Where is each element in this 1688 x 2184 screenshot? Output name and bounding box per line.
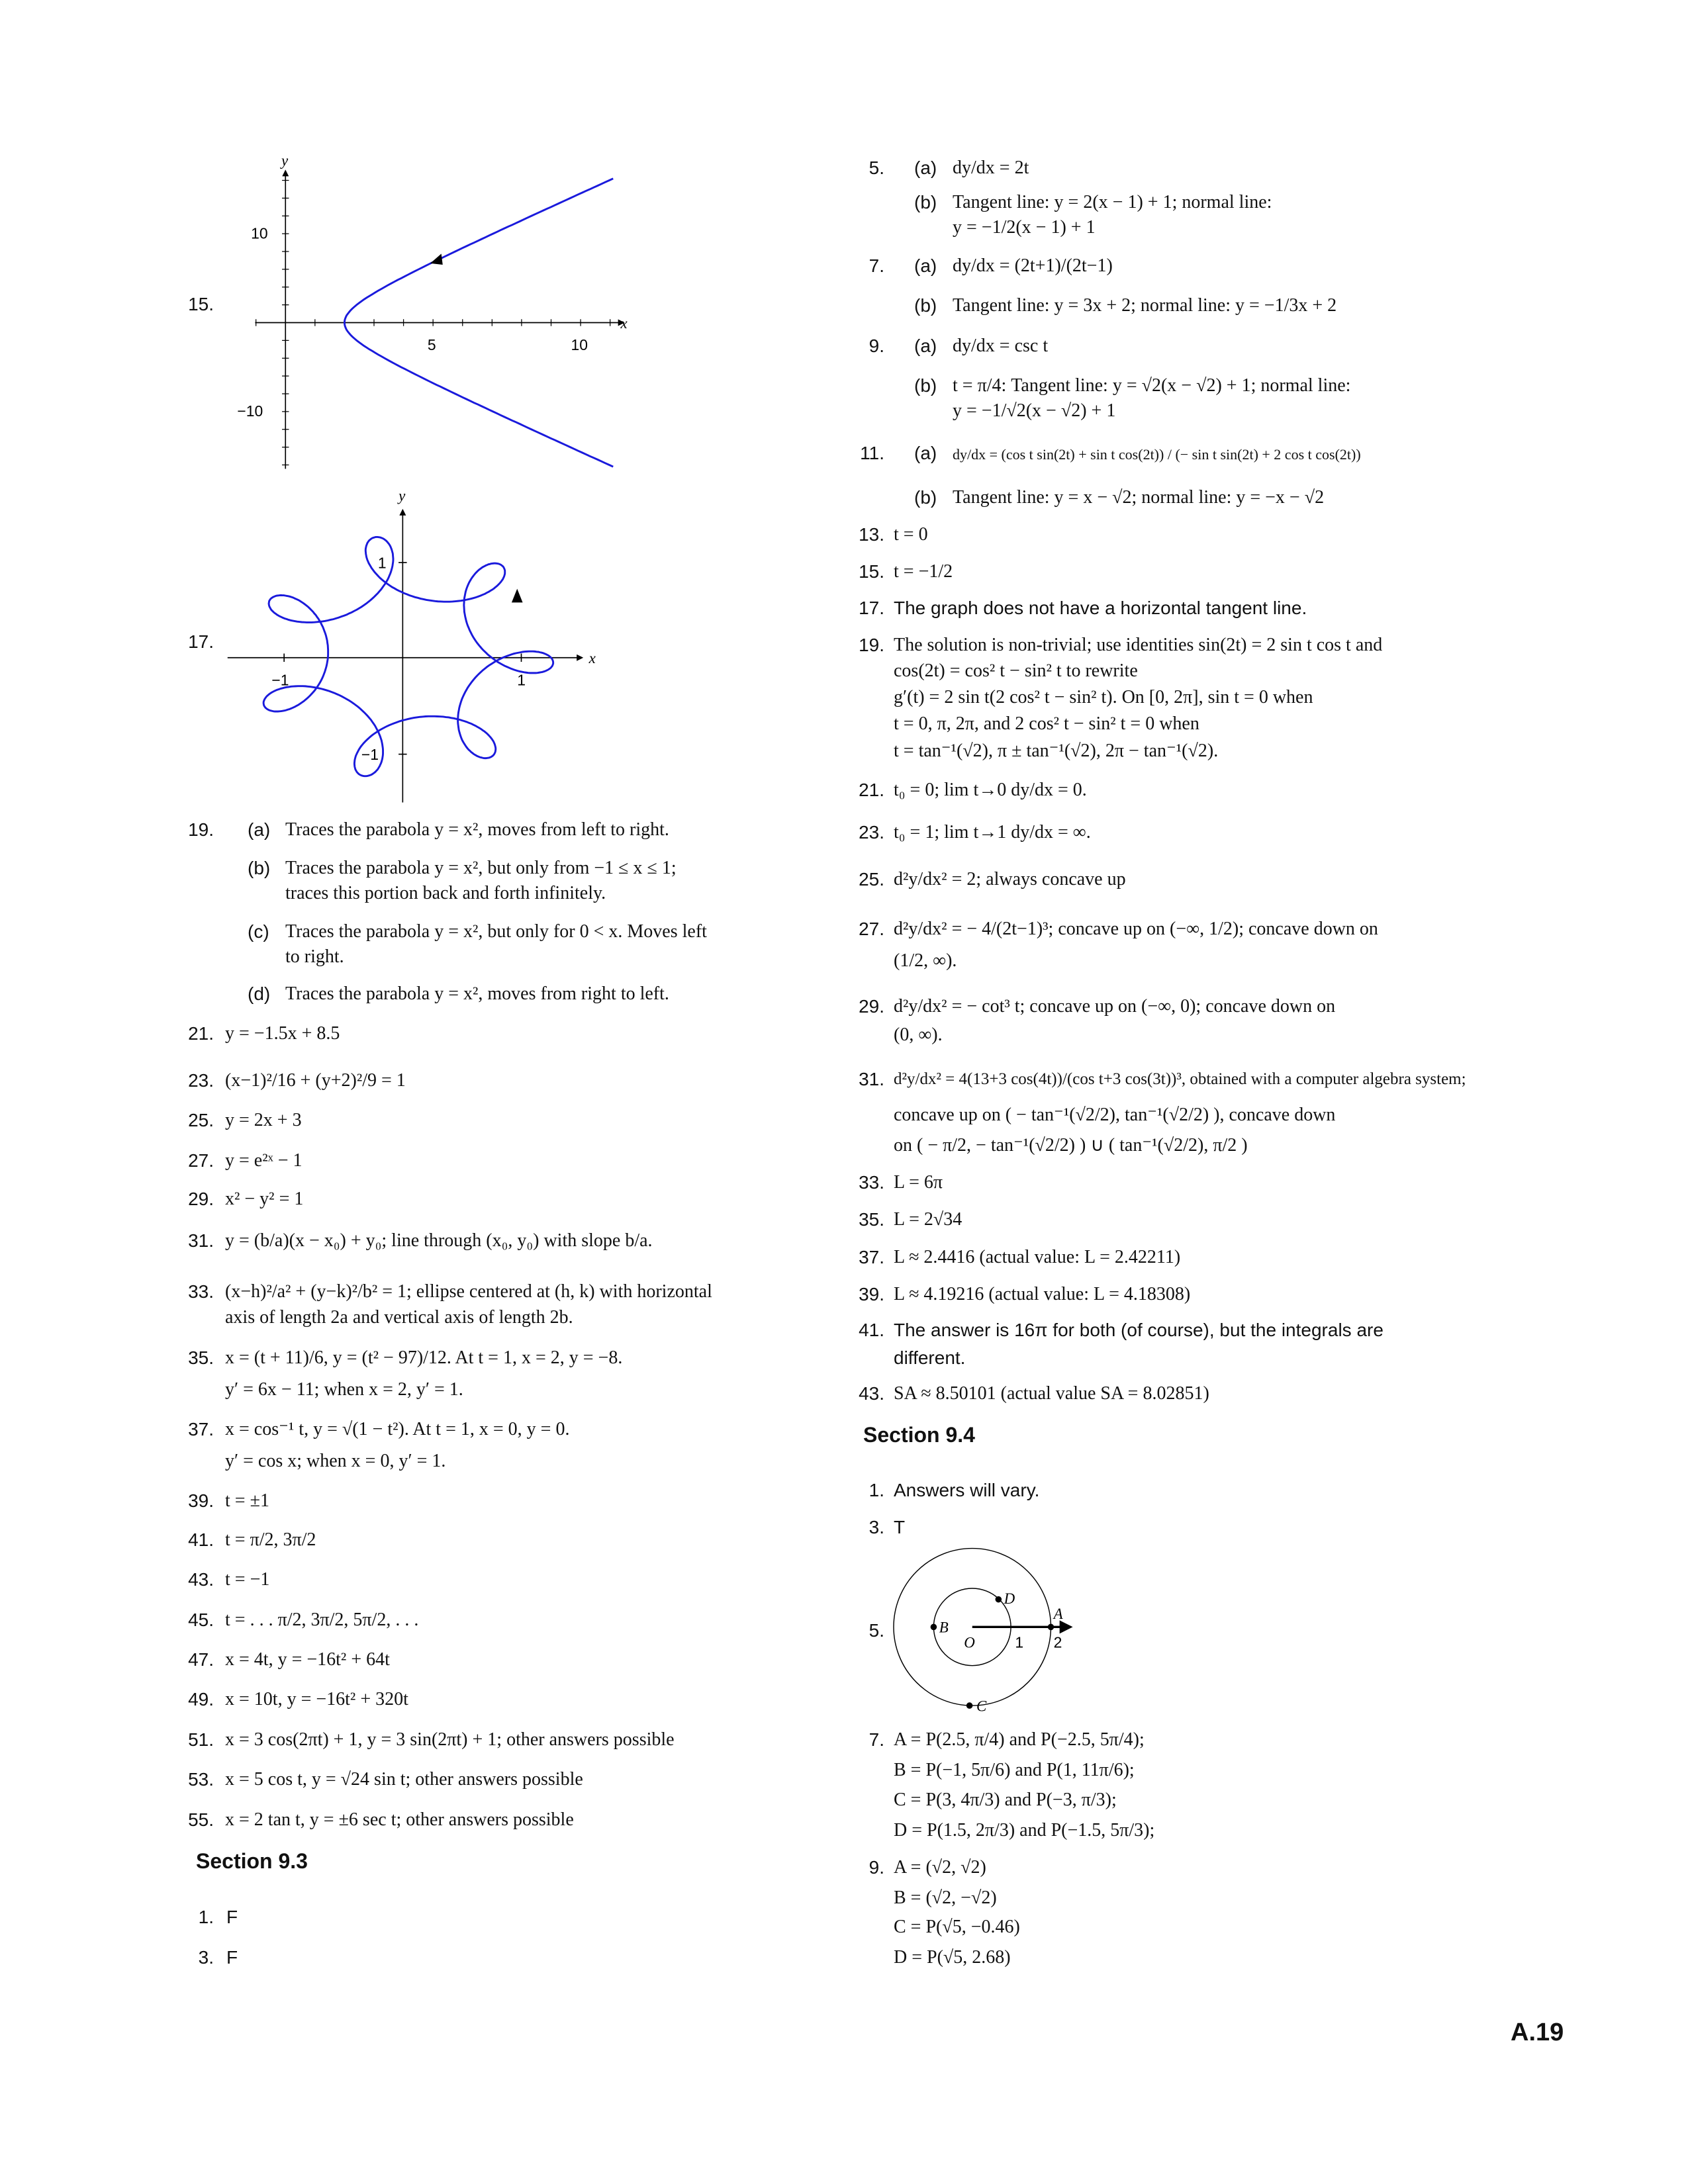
answer-text: concave up on ( − tan⁻¹(√2/2), tan⁻¹(√2/2) ), concave down [894, 1105, 1336, 1125]
answer-text: y′ = cos x; when x = 0, y′ = 1. [225, 1451, 446, 1471]
label-d: D [1004, 1590, 1015, 1607]
problem-number: 31. [188, 1230, 214, 1251]
answer-text: dy/dx = (2t+1)/(2t−1) [953, 255, 1113, 276]
answer-text: C = P(3, 4π/3) and P(−3, π/3); [894, 1790, 1117, 1810]
answer-text: Traces the parabola y = x², but only from −1 ≤ x ≤ 1; [285, 858, 677, 878]
answer-text: t = π/2, 3π/2 [225, 1529, 316, 1550]
x-tick-label: 10 [571, 336, 588, 354]
answer-text: C = P(√5, −0.46) [894, 1917, 1020, 1937]
problem-number: 7. [868, 1729, 884, 1750]
answer-text: on ( − π/2, − tan⁻¹(√2/2) ) ∪ ( tan⁻¹(√2/2), π/2 ) [894, 1135, 1248, 1156]
x-axis-label: x [588, 650, 596, 667]
y-tick-label: 1 [377, 554, 387, 572]
answer-text: SA ≈ 8.50101 (actual value SA = 8.02851) [894, 1383, 1209, 1404]
y-tick-label: −10 [237, 402, 263, 420]
answer-text: F [226, 1907, 238, 1927]
answer-text: L = 2√34 [894, 1209, 962, 1230]
answer-text: B = P(−1, 5π/6) and P(1, 11π/6); [894, 1760, 1135, 1780]
answer-text: traces this portion back and forth infinitely. [285, 883, 606, 903]
answer-text: T [894, 1517, 906, 1537]
problem-number: 33. [859, 1172, 884, 1193]
problem-number: 45. [188, 1610, 214, 1630]
section-heading: Section 9.4 [863, 1423, 975, 1447]
answer-text: d²y/dx² = 4(13+3 cos(4t))/(cos t+3 cos(3t))³, obtained with a computer algebra system; [894, 1070, 1466, 1088]
answer-text: (x−1)²/16 + (y+2)²/9 = 1 [225, 1070, 406, 1091]
problem-number: 13. [859, 524, 884, 545]
problem-number: 25. [859, 869, 884, 889]
problem-number: 35. [859, 1209, 884, 1230]
problem-number: 15. [859, 561, 884, 582]
answer-text: dy/dx = 2t [953, 158, 1029, 178]
answer-text: d²y/dx² = − cot³ t; concave up on (−∞, 0); concave down on [894, 996, 1336, 1017]
part-label: (a) [914, 443, 937, 463]
answer-text: The solution is non-trivial; use identities sin(2t) = 2 sin t cos t and [894, 635, 1383, 655]
problem-number: 5. [868, 158, 884, 178]
answer-text: Traces the parabola y = x², but only for 0 < x. Moves left [285, 921, 707, 942]
graph-17 [228, 487, 596, 802]
problem-number: 29. [188, 1189, 214, 1209]
problem-number: 19. [188, 819, 214, 840]
problem-number: 23. [188, 1070, 214, 1091]
answer-text: y = (b/a)(x − x₀) + y₀; line through (x₀, y₀) with slope b/a. [225, 1230, 653, 1251]
tick-1: 1 [1015, 1633, 1024, 1651]
problem-number: 39. [188, 1490, 214, 1511]
y-axis-label: y [399, 487, 406, 504]
answer-text: x = 3 cos(2πt) + 1, y = 3 sin(2πt) + 1; other answers possible [225, 1729, 675, 1750]
part-label: (a) [248, 819, 271, 840]
problem-number: 11. [860, 443, 884, 463]
problem-number: 51. [188, 1729, 214, 1750]
problem-number: 41. [859, 1320, 884, 1340]
point-c [966, 1702, 973, 1709]
answer-text: L ≈ 4.19216 (actual value: L = 4.18308) [894, 1284, 1191, 1304]
answer-text: t = tan⁻¹(√2), π ± tan⁻¹(√2), 2π − tan⁻¹(√2). [894, 741, 1219, 761]
problem-number: 19. [859, 635, 884, 655]
problem-number: 1. [198, 1907, 214, 1927]
problem-number: 29. [859, 996, 884, 1017]
problem-number: 17. [859, 598, 884, 618]
answer-text: dy/dx = (cos t sin(2t) + sin t cos(2t)) / (− sin t sin(2t) + 2 cos t cos(2t)) [953, 446, 1361, 463]
answer-text: (x−h)²/a² + (y−k)²/b² = 1; ellipse centered at (h, k) with horizontal [225, 1281, 712, 1302]
problem-number: 43. [859, 1383, 884, 1404]
part-label: (a) [914, 255, 937, 276]
answer-text: y = 2x + 3 [225, 1110, 302, 1130]
answer-text: Answers will vary. [894, 1480, 1040, 1500]
y-tick-label: −1 [361, 745, 379, 763]
part-label: (b) [914, 192, 937, 212]
problem-number: 33. [188, 1281, 214, 1302]
answer-text: d²y/dx² = − 4/(2t−1)³; concave up on (−∞, 1/2); concave down on [894, 919, 1378, 939]
answer-text: A = (√2, √2) [894, 1857, 986, 1878]
answer-text: Tangent line: y = 2(x − 1) + 1; normal line: [953, 192, 1272, 212]
answer-text: B = (√2, −√2) [894, 1888, 997, 1908]
problem-number: 37. [859, 1247, 884, 1267]
answer-text: x = 5 cos t, y = √24 sin t; other answers possible [225, 1769, 583, 1790]
answer-text: t = −1 [225, 1569, 270, 1590]
part-label: (b) [914, 295, 937, 316]
problem-number: 25. [188, 1110, 214, 1130]
answer-text: t = 0, π, 2π, and 2 cos² t − sin² t = 0 when [894, 713, 1199, 734]
problem-number: 17. [188, 631, 214, 652]
polar-graph-5 [894, 1549, 1070, 1715]
problem-number: 3. [868, 1517, 884, 1537]
answer-text: t = −1/2 [894, 561, 953, 582]
answer-text: dy/dx = csc t [953, 336, 1049, 356]
part-label: (c) [248, 921, 269, 942]
problem-number: 47. [188, 1649, 214, 1670]
answer-text: Traces the parabola y = x², moves from left to right. [285, 819, 669, 840]
problem-number: 27. [859, 919, 884, 939]
x-axis-label: x [620, 314, 628, 332]
problem-number: 27. [188, 1150, 214, 1171]
answer-text: L ≈ 2.4416 (actual value: L = 2.42211) [894, 1247, 1181, 1267]
answer-text: L = 6π [894, 1172, 943, 1193]
problem-number: 41. [188, 1529, 214, 1550]
answer-text: (1/2, ∞). [894, 950, 957, 971]
part-label: (b) [248, 858, 271, 878]
problem-number: 21. [188, 1023, 214, 1044]
x-tick-label: −1 [271, 671, 289, 689]
page-number: A.19 [1511, 2019, 1564, 2046]
answer-text: y = −1.5x + 8.5 [225, 1023, 340, 1044]
y-axis-label: y [281, 152, 289, 169]
answer-text: y = e²ˣ − 1 [225, 1150, 303, 1171]
answer-text: D = P(√5, 2.68) [894, 1947, 1011, 1968]
part-label: (a) [914, 158, 937, 178]
answer-text: The answer is 16π for both (of course), but the integrals are [894, 1320, 1383, 1340]
answer-text: d²y/dx² = 2; always concave up [894, 869, 1126, 889]
problem-number: 35. [188, 1347, 214, 1368]
answer-text: A = P(2.5, π/4) and P(−2.5, 5π/4); [894, 1729, 1145, 1750]
answer-text: x = 4t, y = −16t² + 64t [225, 1649, 390, 1670]
problem-number: 37. [188, 1419, 214, 1439]
answer-text: t = π/4: Tangent line: y = √2(x − √2) + 1; normal line: [953, 375, 1351, 396]
problem-number: 31. [859, 1069, 884, 1089]
answer-text: y′ = 6x − 11; when x = 2, y′ = 1. [225, 1379, 463, 1400]
point-b [931, 1624, 937, 1631]
problem-number: 55. [188, 1809, 214, 1830]
problem-number: 9. [868, 1857, 884, 1878]
x-tick-label: 5 [427, 336, 436, 354]
answer-text: t = ±1 [225, 1490, 269, 1511]
answer-text: t = . . . π/2, 3π/2, 5π/2, . . . [225, 1610, 419, 1630]
answer-text: D = P(1.5, 2π/3) and P(−1.5, 5π/3); [894, 1820, 1155, 1841]
problem-number: 43. [188, 1569, 214, 1590]
answer-text: x = (t + 11)/6, y = (t² − 97)/12. At t = 1, x = 2, y = −8. [225, 1347, 623, 1368]
answer-text: t = 0 [894, 524, 928, 545]
label-origin: O [964, 1634, 975, 1651]
problem-number: 9. [868, 336, 884, 356]
problem-number: 49. [188, 1689, 214, 1709]
answer-text: x = cos⁻¹ t, y = √(1 − t²). At t = 1, x = 0, y = 0. [225, 1419, 570, 1439]
answer-text: y = −1/√2(x − √2) + 1 [953, 400, 1116, 421]
answer-text: cos(2t) = cos² t − sin² t to rewrite [894, 660, 1138, 681]
problem-number: 21. [859, 780, 884, 800]
section-heading: Section 9.3 [196, 1849, 308, 1873]
answer-text: axis of length 2a and vertical axis of length 2b. [225, 1307, 573, 1328]
part-label: (d) [248, 983, 271, 1004]
answer-text: g′(t) = 2 sin t(2 cos² t − sin² t). On [0, 2π], sin t = 0 when [894, 687, 1313, 707]
answer-text: Tangent line: y = x − √2; normal line: y = −x − √2 [953, 487, 1325, 508]
answer-text: different. [894, 1347, 966, 1368]
answer-text: to right. [285, 946, 344, 967]
answer-text: (0, ∞). [894, 1024, 943, 1045]
tick-2: 2 [1053, 1633, 1062, 1651]
answer-text: x = 2 tan t, y = ±6 sec t; other answers possible [225, 1809, 574, 1830]
problem-number: 5. [868, 1620, 884, 1641]
label-b: B [939, 1619, 949, 1636]
problem-number: 1. [868, 1480, 884, 1500]
answer-text: y = −1/2(x − 1) + 1 [953, 217, 1096, 238]
answer-text: x = 10t, y = −16t² + 320t [225, 1689, 408, 1709]
x-tick-label: 1 [517, 671, 526, 689]
answer-text: F [226, 1947, 238, 1968]
point-d [996, 1596, 1002, 1603]
problem-number: 15. [188, 294, 214, 314]
label-c: C [976, 1698, 987, 1715]
part-label: (b) [914, 375, 937, 396]
answer-text: x² − y² = 1 [225, 1189, 304, 1209]
y-tick-label: 10 [251, 224, 268, 242]
problem-number: 3. [198, 1947, 214, 1968]
problem-number: 39. [859, 1284, 884, 1304]
answer-text: t₀ = 1; lim t→1 dy/dx = ∞. [894, 822, 1091, 842]
part-label: (a) [914, 336, 937, 356]
answer-text: Tangent line: y = 3x + 2; normal line: y = −1/3x + 2 [953, 295, 1337, 316]
answer-text: Traces the parabola y = x², moves from right to left. [285, 983, 669, 1004]
label-a: A [1053, 1605, 1063, 1622]
answer-text: The graph does not have a horizontal tangent line. [894, 598, 1307, 618]
problem-number: 53. [188, 1769, 214, 1790]
direction-arrow [512, 589, 523, 603]
graph-15 [237, 152, 627, 469]
problem-number: 7. [868, 255, 884, 276]
direction-arrow [430, 253, 443, 265]
looped-curve [263, 537, 553, 776]
point-a [1048, 1624, 1055, 1631]
part-label: (b) [914, 487, 937, 508]
answer-text: t₀ = 0; lim t→0 dy/dx = 0. [894, 780, 1087, 800]
problem-number: 23. [859, 822, 884, 842]
